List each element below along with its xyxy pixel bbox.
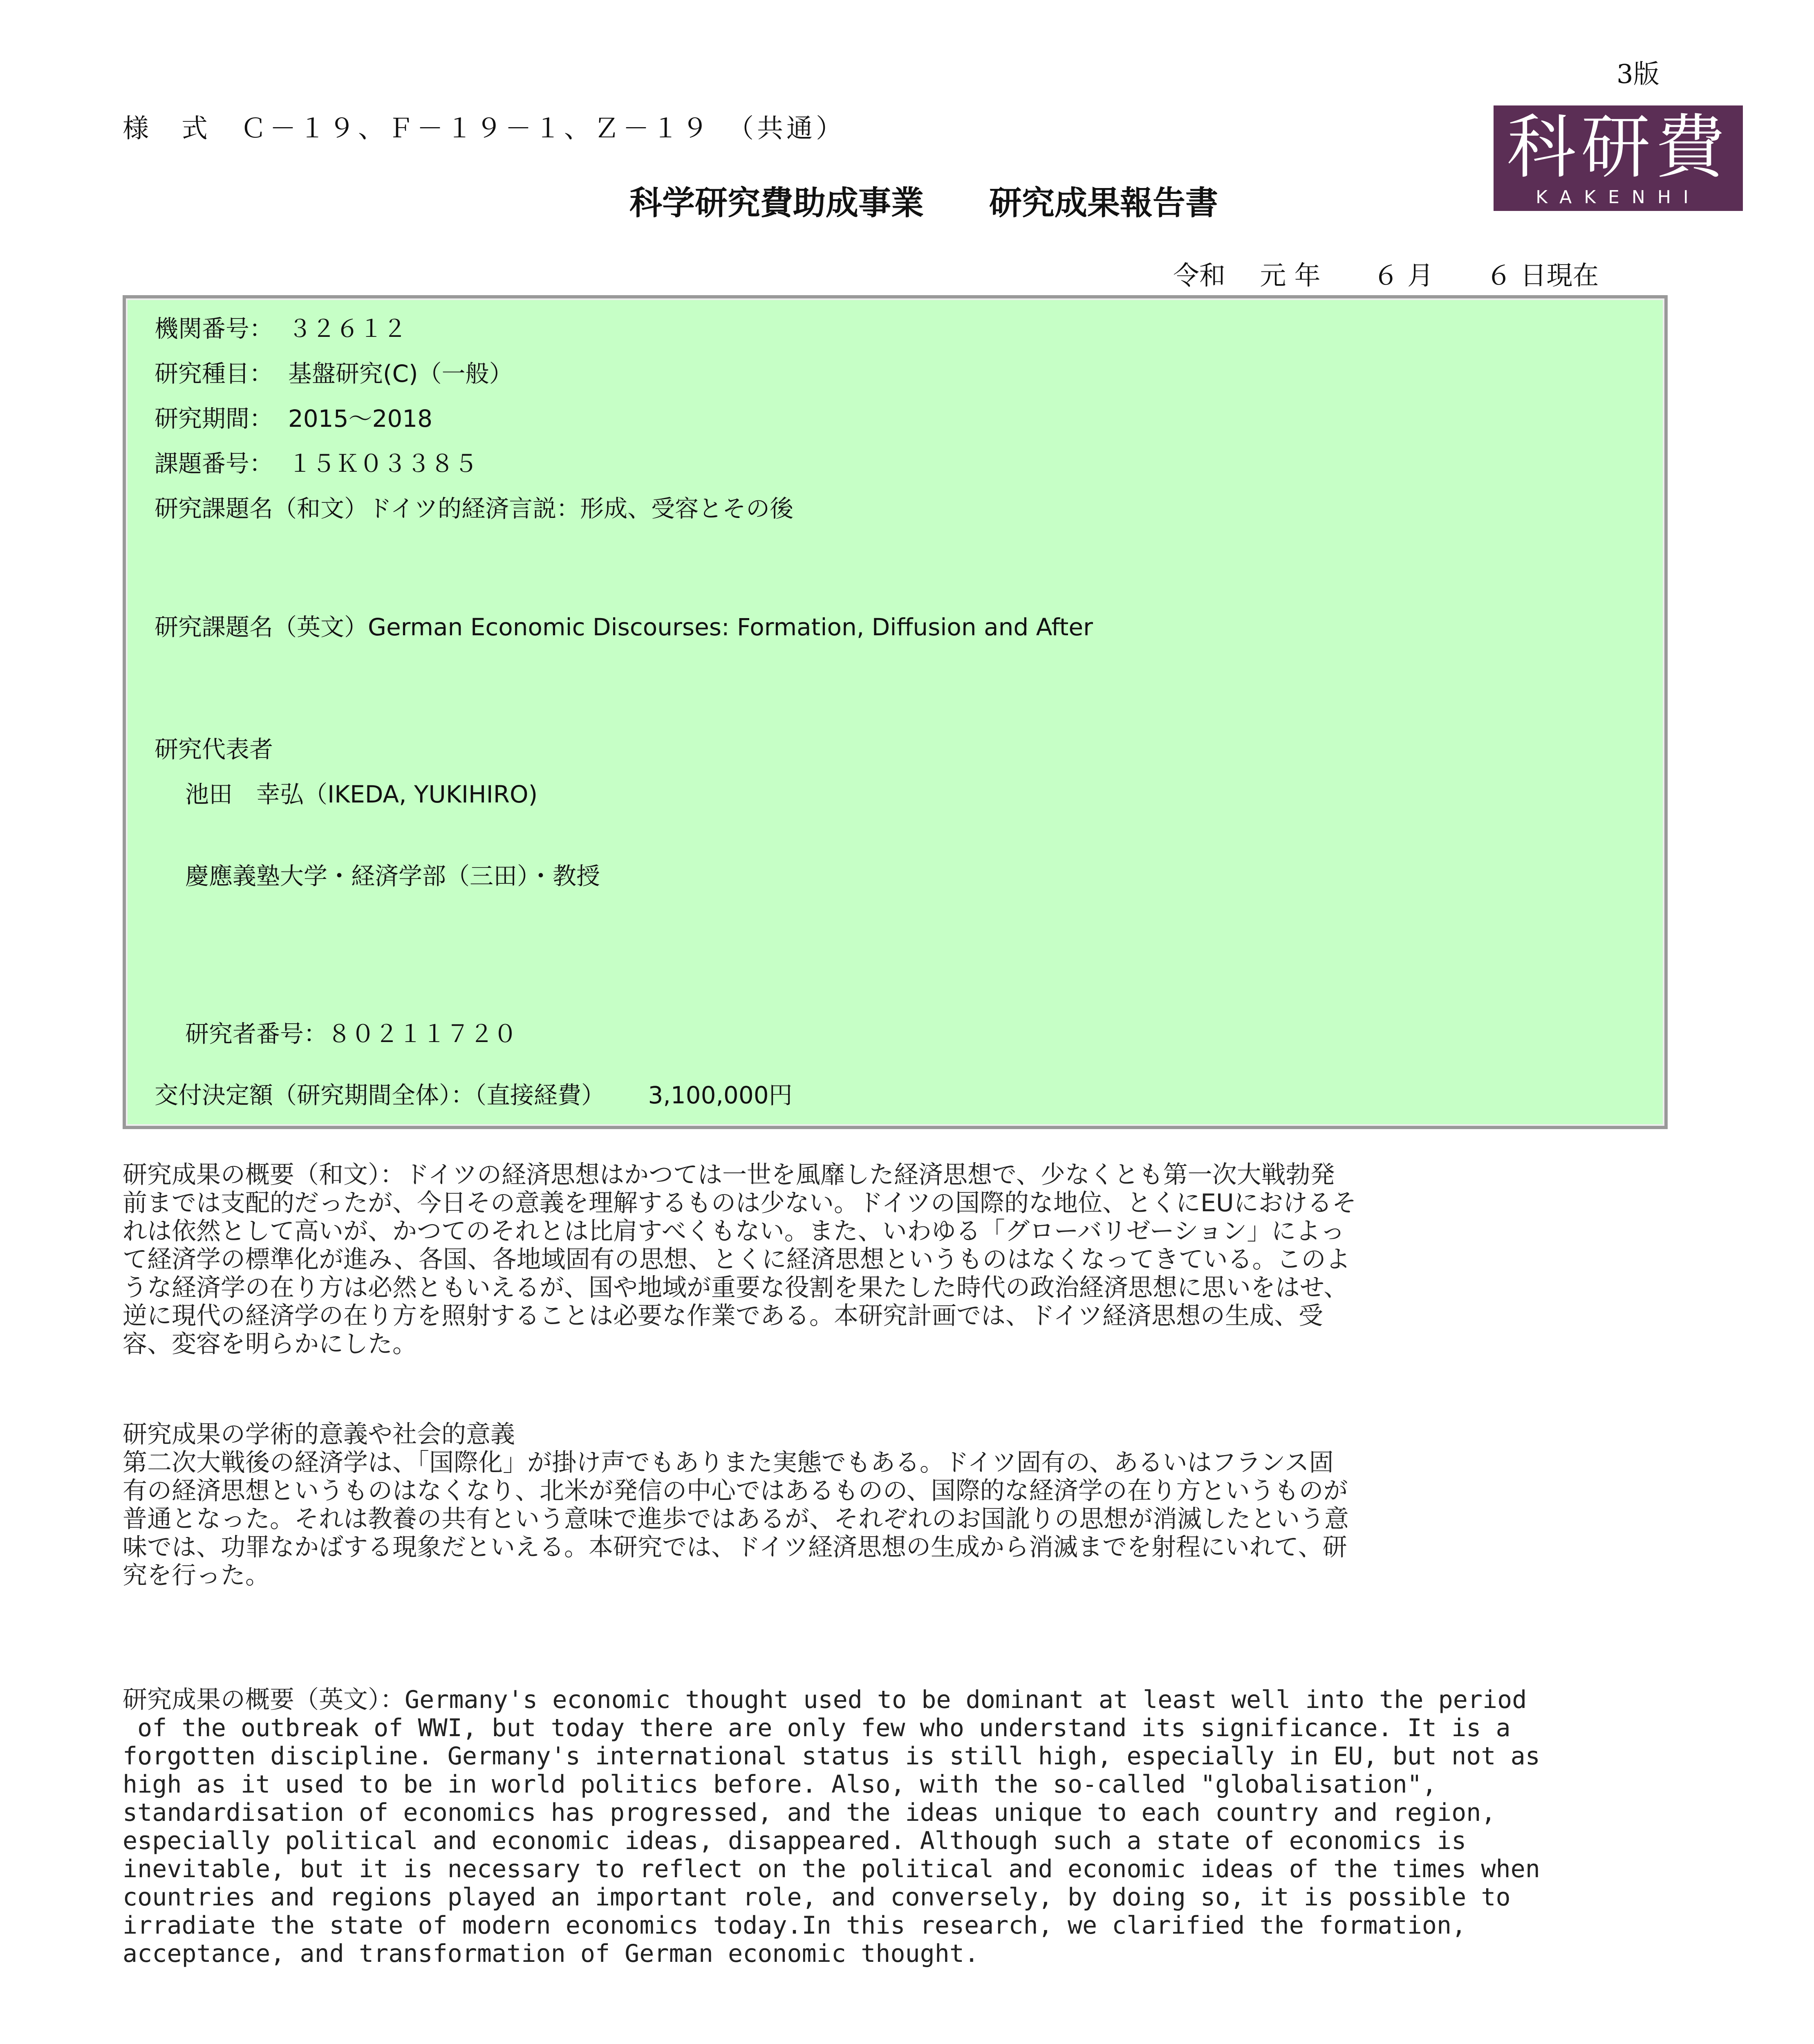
- significance-heading: 研究成果の学術的意義や社会的意義: [123, 1420, 515, 1449]
- edition-label: 3版: [1617, 59, 1659, 90]
- significance-line: 味では、功罪なかばする現象だといえる。本研究では、ドイツ経済思想の生成から消滅までを射程にいれて、研: [123, 1533, 1347, 1562]
- logo-roman: KAKENHI: [1536, 187, 1701, 208]
- summary-en-line: high as it used to be in world politics before. Also, with the so-called "globalisation",: [123, 1770, 1437, 1799]
- significance-line: 究を行った。: [123, 1561, 270, 1590]
- grant-amount: 交付決定額（研究期間全体）：（直接経費） 3,100,000円: [155, 1081, 793, 1109]
- summary-ja-line: 逆に現代の経済学の在り方を照射することは必要な作業である。本研究計画では、ドイツ経済思想の生成、受: [123, 1302, 1323, 1330]
- title-english: 研究課題名（英文）German Economic Discourses: Formation, Diffusion and After: [155, 613, 1093, 641]
- summary-ja-line: うな経済学の在り方は必然ともいえるが、国や地域が重要な役割を果たした時代の政治経済思想に思いをはせ、: [123, 1273, 1348, 1302]
- researcher-number: 研究者番号：８０２１１７２０: [185, 1020, 517, 1048]
- summary-en-line: forgotten discipline. Germany's international status is still high, especially in EU, but not as: [123, 1742, 1540, 1771]
- significance-section: [123, 1421, 1610, 1590]
- report-date: 令和 元 年 ６ 月 ６ 日現在: [1173, 261, 1599, 291]
- project-number: 課題番号： １５Ｋ０３３８５: [155, 450, 478, 477]
- summary-en-line: standardisation of economics has progressed, and the ideas unique to each country and region,: [123, 1798, 1496, 1827]
- affiliation: 慶應義塾大学・経済学部（三田）・教授: [185, 862, 600, 890]
- representative-name: 池田 幸弘（IKEDA, YUKIHIRO): [185, 780, 538, 808]
- summary-ja-line: 前までは支配的だったが、今日その意義を理解するものは少ない。ドイツの国際的な地位、とくにEUにおけるそ: [123, 1189, 1357, 1217]
- summary-ja-line: れは依然として高いが、かつてのそれとは比肩すべくもない。また、いわゆる「グローバリゼーション」によっ: [123, 1217, 1345, 1246]
- report-title: 科学研究費助成事業 研究成果報告書: [629, 184, 1218, 222]
- summary-en-line: inevitable, but it is necessary to reflect on the political and economic ideas of the times when: [123, 1855, 1540, 1883]
- summary-en-line: of the outbreak of WWI, but today there are only few who understand its significance. It is a: [123, 1714, 1511, 1742]
- significance-line: 有の経済思想というものはなくなり、北米が発信の中心ではあるものの、国際的な経済学の在り方というものが: [123, 1477, 1348, 1505]
- research-period: 研究期間： 2015～2018: [155, 405, 433, 433]
- significance-line: 普通となった。それは教養の共有という意味で進歩ではあるが、それぞれのお国訛りの思想が消滅したという意: [123, 1505, 1349, 1533]
- logo-kanji: 科研費: [1506, 107, 1730, 188]
- summary-japanese: [123, 1161, 1610, 1358]
- summary-en-line: especially political and economic ideas, disappeared. Although such a state of economics is: [123, 1827, 1467, 1855]
- summary-ja-line: 研究成果の概要（和文）：ドイツの経済思想はかつては一世を風靡した経済思想で、少なくとも第一次大戦勃発: [123, 1161, 1335, 1189]
- summary-en-line: 研究成果の概要（英文）：Germany's economic thought used to be dominant at least well into the period: [123, 1685, 1527, 1714]
- title-japanese: 研究課題名（和文）ドイツ的経済言説：形成、受容とその後: [155, 495, 794, 522]
- institution-number: 機関番号： ３２６１２: [155, 315, 407, 343]
- summary-en-line: acceptance, and transformation of German economic thought.: [123, 1939, 979, 1968]
- summary-ja-line: 容、変容を明らかにした。: [123, 1330, 417, 1358]
- summary-en-line: irradiate the state of modern economics today.In this research, we clarified the formation,: [123, 1911, 1467, 1940]
- representative-label: 研究代表者: [155, 735, 273, 763]
- form-code: 様 式 Ｃ－１９、Ｆ－１９－１、Ｚ－１９ （共通）: [123, 114, 845, 144]
- significance-line: 第二次大戦後の経済学は、「国際化」が掛け声でもありまた実態でもある。ドイツ固有の、あるいはフランス固: [123, 1448, 1334, 1477]
- summary-en-line: countries and regions played an important role, and conversely, by doing so, it is possible to: [123, 1883, 1511, 1912]
- summary-english: [123, 1686, 1610, 1968]
- kakenhi-logo: [1494, 105, 1743, 211]
- research-category: 研究種目： 基盤研究(C)（一般）: [155, 360, 513, 388]
- summary-ja-line: て経済学の標準化が進み、各国、各地域固有の思想、とくに経済思想というものはなくなってきている。このよ: [123, 1245, 1350, 1274]
